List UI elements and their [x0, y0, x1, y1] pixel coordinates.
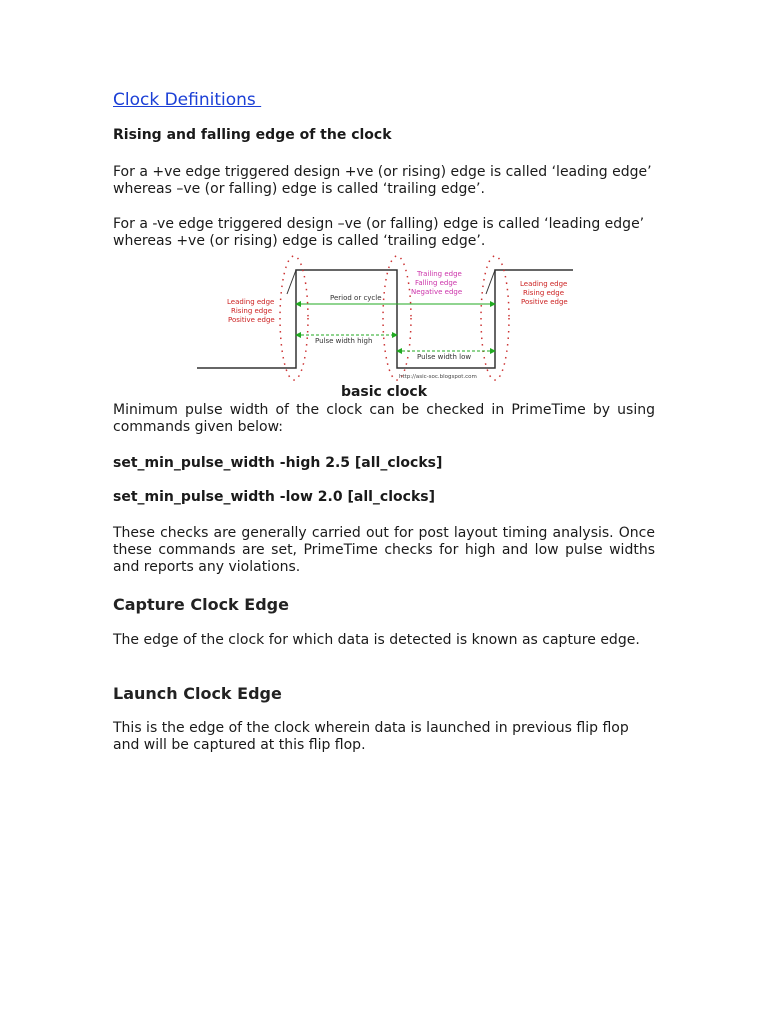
pulse-high-label: Pulse width high: [315, 337, 373, 345]
paragraph-launch-edge: This is the edge of the clock wherein data is launched in previous flip flop and will be captured at this flip flop.: [113, 720, 629, 753]
period-label: Period or cycle: [330, 294, 382, 302]
command-min-pulse-low: set_min_pulse_width -low 2.0 [all_clocks]: [113, 489, 435, 505]
right-edge-label-1: Leading edge: [520, 280, 568, 288]
trailing-edge-label-1: Trailing edge: [417, 270, 462, 278]
source-url: http://asic-soc.blogspot.com: [399, 374, 477, 380]
right-edge-label-3: Positive edge: [521, 298, 568, 306]
clock-waveform-diagram: [195, 254, 575, 384]
right-edge-label-2: Rising edge: [523, 289, 565, 297]
pulse-low-label: Pulse width low: [417, 353, 472, 361]
section-heading-launch-edge: Launch Clock Edge: [113, 684, 282, 703]
paragraph-capture-edge: The edge of the clock for which data is detected is known as capture edge.: [113, 632, 640, 648]
rising-edge-slant-right: [486, 270, 495, 294]
left-edge-label-1: Leading edge: [227, 298, 275, 306]
paragraph-min-pulse-width: Minimum pulse width of the clock can be checked in PrimeTime by using commands given below:: [113, 402, 655, 435]
trailing-edge-label-2: Falling edge: [415, 279, 458, 287]
rising-edge-slant-left: [287, 270, 296, 294]
section-heading-capture-edge: Capture Clock Edge: [113, 595, 289, 614]
section-heading-rising-falling: Rising and falling edge of the clock: [113, 127, 392, 143]
trailing-edge-label-3: Negative edge: [411, 288, 463, 296]
page-title-link[interactable]: Clock Definitions: [113, 90, 262, 110]
left-edge-label-2: Rising edge: [231, 307, 273, 315]
paragraph-post-layout-checks: These checks are generally carried out for post layout timing analysis. Once these commands are set, PrimeTime checks for high and low pulse widths and reports any violations.: [113, 525, 655, 575]
paragraph-positive-edge: For a +ve edge triggered design +ve (or rising) edge is called ‘leading edge’ whereas –ve (or falling) edge is called ‘trailing edge’.: [113, 164, 652, 197]
command-min-pulse-high: set_min_pulse_width -high 2.5 [all_clocks]: [113, 455, 443, 471]
figure-caption: basic clock: [340, 384, 428, 400]
paragraph-negative-edge: For a -ve edge triggered design –ve (or falling) edge is called ‘leading edge’ whereas +ve (or rising) edge is called ‘trailing edge’.: [113, 216, 645, 249]
left-edge-label-3: Positive edge: [228, 316, 275, 324]
